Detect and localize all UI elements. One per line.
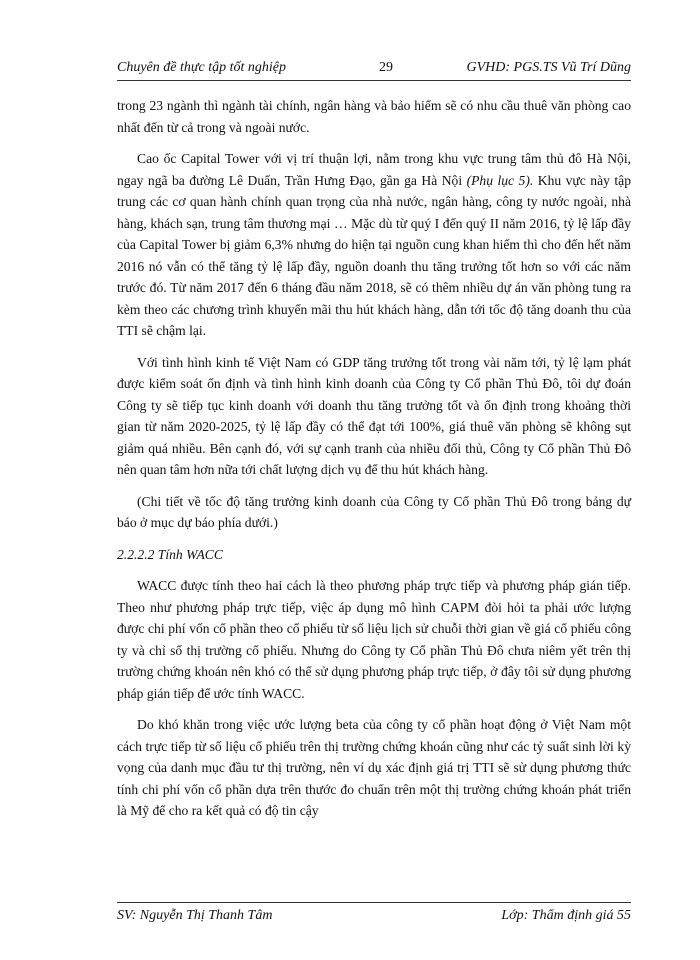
appendix-reference: (Phụ lục 5). xyxy=(466,172,534,188)
paragraph-2-main: Cao ốc Capital Tower với vị trí thuận lợi, nằm trong khu vực trung tâm thủ đô Hà Nội, ngay ngã ba đường Lê Duẩn, Trần Hưng Đạo, gần ga Hà Nội xyxy=(117,151,631,188)
paragraph-2 xyxy=(117,148,631,342)
header-title: Chuyên đề thực tập tốt nghiệp xyxy=(117,60,286,75)
paragraph-3: Với tình hình kinh tế Việt Nam có GDP tăng trưởng tốt trong vài năm tới, tỷ lệ lạm phát được kiểm soát ổn định và tình hình kinh doanh của Công ty Cổ phần Thủ Đô, tôi dự đoán Công ty sẽ tiếp tục kinh doanh với doanh thu tăng trưởng tốt và ổn định trong khoảng thời gian từ năm 2020-2025, tỷ lệ lấp đầy có thể đạt tới 100%, giá thuê văn phòng sẽ không sụt giảm quá nhiều. Bên cạnh đó, với sự cạnh tranh của nhiều đối thủ, Công ty Cổ phần Thủ Đô nên quan tâm hơn nữa tới chất lượng dịch vụ để thu hút khách hàng. xyxy=(117,354,631,477)
paragraph-2-rest: Khu vực này tập trung các cơ quan hành chính quan trọng của nhà nước, ngân hàng, công ty nước ngoài, nhà hàng, khách sạn, trung tâm thương mại … Mặc dù từ quý I đến quý II năm 2016, tỷ lệ lấp đầy của Capital Tower bị giảm 6,3% nhưng do hiện tại nguồn cung khan hiếm thì cho đến hết năm 2016 nó vẫn có thể tăng tỷ lệ lấp đầy, nguồn doanh thu tăng trưởng tốt hơn so với các năm trước đó. Từ năm 2017 đến 6 tháng đầu năm 2018, sẽ có thêm nhiều dự án văn phòng tung ra kèm theo các chương trình khuyến mãi thu hút khách hàng, dẫn tới tốc độ tăng doanh thu của TTI sẽ chậm lại. xyxy=(117,172,632,338)
page-number: 29 xyxy=(379,60,393,75)
paragraph-6: Do khó khăn trong việc ước lượng beta của công ty cổ phần hoạt động ở Việt Nam một cách trực tiếp từ số liệu cổ phiếu trên thị trường chứng khoán cũng như các tỷ suất sinh lời kỳ vọng của danh mục đầu tư thị trường, nên ví dụ xác định giá trị TTI sẽ sử dụng phương thức tính chi phí vốn cổ phần dựa trên thước đo chuẩn trên một thị trường chứng khoán phát triển là Mỹ để cho ra kết quả có độ tin cậy xyxy=(117,717,631,818)
page-footer xyxy=(117,902,631,927)
footer-class: Lớp: Thẩm định giá 55 xyxy=(501,908,631,923)
paragraph-5: WACC được tính theo hai cách là theo phương pháp trực tiếp và phương pháp gián tiếp. Theo như phương pháp trực tiếp, việc áp dụng mô hình CAPM đòi hỏi ta phải ước lượng được chi phí vốn cổ phần theo cổ phiếu từ số liệu lịch sử chuỗi thời gian về giá cổ phiếu công ty và chỉ số thị trường cổ phiếu. Nhưng do Công ty Cổ phần Thủ Đô chưa niêm yết trên thị trường chứng khoán nên khó có thể sử dụng phương pháp trực tiếp, ở đây tôi sử dụng phương pháp gián tiếp để ước tính WACC. xyxy=(117,578,631,701)
paragraph-1: trong 23 ngành thì ngành tài chính, ngân hàng và bảo hiểm sẽ có nhu cầu thuê văn phòng cao nhất đến từ cả trong và ngoài nước. xyxy=(117,98,631,135)
section-heading: 2.2.2.2 Tính WACC xyxy=(117,546,223,562)
page-header xyxy=(117,58,631,81)
paragraph-4: (Chi tiết về tốc độ tăng trưởng kinh doanh của Công ty Cổ phần Thủ Đô trong bảng dự báo ở mục dự báo phía dưới.) xyxy=(117,493,631,530)
page-body xyxy=(117,95,631,832)
header-advisor: GVHD: PGS.TS Vũ Trí Dũng xyxy=(466,60,631,75)
footer-student: SV: Nguyễn Thị Thanh Tâm xyxy=(117,908,273,923)
